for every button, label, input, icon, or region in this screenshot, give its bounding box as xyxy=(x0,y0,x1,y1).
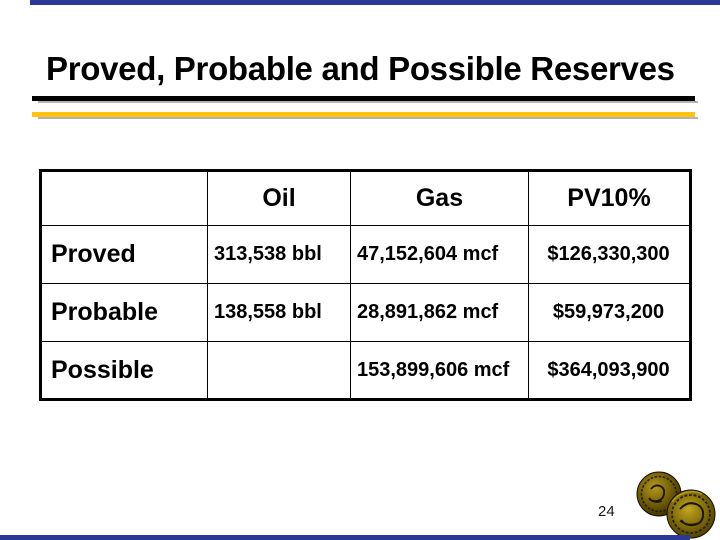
probable-oil-value: 138,558 bbl xyxy=(208,284,351,342)
col-header-oil: Oil xyxy=(208,171,351,226)
proved-pv10-value: $126,330,300 xyxy=(529,226,691,284)
row-label-possible: Possible xyxy=(41,342,208,400)
bottom-frame-line xyxy=(0,535,690,540)
possible-oil-value xyxy=(208,342,351,400)
possible-gas-value: 153,899,606 mcf xyxy=(351,342,529,400)
table-row-probable xyxy=(41,284,691,342)
title-rule-shadow-top xyxy=(38,101,698,103)
table-header-row xyxy=(41,171,691,226)
table-row-possible xyxy=(41,342,691,400)
possible-pv10-value: $364,093,900 xyxy=(529,342,691,400)
row-label-probable: Probable xyxy=(41,284,208,342)
gold-coins-icon xyxy=(634,469,718,539)
proved-oil-value: 313,538 bbl xyxy=(208,226,351,284)
reserves-table xyxy=(39,169,692,401)
corner-cell xyxy=(41,171,208,226)
table-row-proved xyxy=(41,226,691,284)
probable-pv10-value: $59,973,200 xyxy=(529,284,691,342)
title-rule-shadow-bottom xyxy=(38,117,698,119)
top-frame-line xyxy=(30,0,720,5)
page-title: Proved, Probable and Possible Reserves xyxy=(46,50,675,87)
row-label-proved: Proved xyxy=(41,226,208,284)
proved-gas-value: 47,152,604 mcf xyxy=(351,226,529,284)
col-header-pv10: PV10% xyxy=(529,171,691,226)
col-header-gas: Gas xyxy=(351,171,529,226)
probable-gas-value: 28,891,862 mcf xyxy=(351,284,529,342)
page-number: 24 xyxy=(598,503,615,520)
